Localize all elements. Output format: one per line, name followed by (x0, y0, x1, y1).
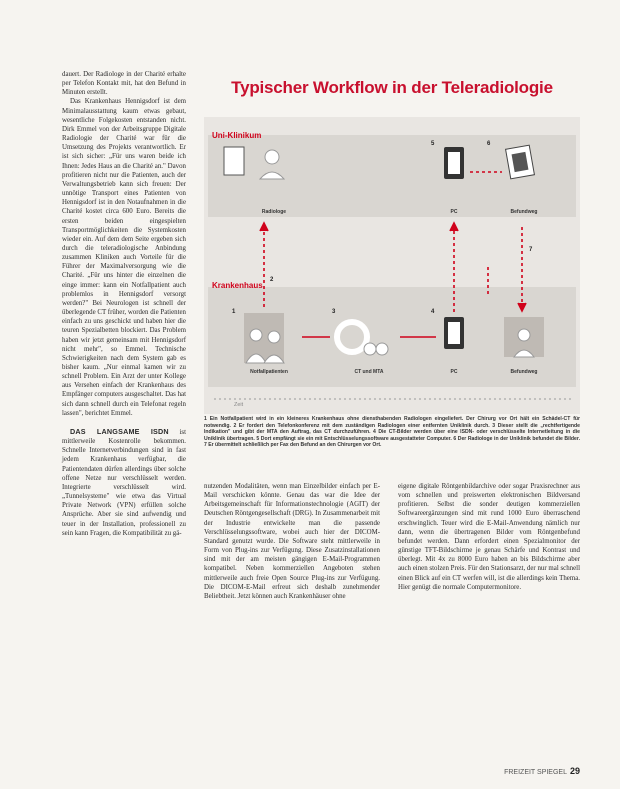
figure-caption: 1 Ein Notfallpatient wird in ein kleineres Krankenhaus ohne diensthabenden Radiologen eingeliefert. Der Chirurg vor Ort hält ein Schädel-CT für notwendig. 2 Er fordert den Telefonkonferenz mit dem zuständigen Radiologen einer entfernten Uniklinik durch. 3 Dieser stellt die „rechtfertigende Indikation" und gibt der MTA den Auftrag, das CT durchzuführen. 4 Die CT-Bilder werden über eine ISDN- oder verschlüsselte Internetleitung in die Uniklinik übertragen. 5 Dort empfängt sie ein mit Entschlüsselungssoftware ausgestatteter Computer. 6 Der Radiologe in der Uniklinik befundet die Bilder. 7 Er übermittelt schließlich per Fax den Befund an den Chirurgen vor Ort. (204, 416, 580, 448)
label-ct-mta: CT und MTA (354, 369, 384, 375)
paragraph: eigene digitale Röntgenbildarchive oder sogar Praxisrechner aus vom schnellen und preiswerten elektronischen Bildversand profitieren. Selbst die sonder deutigen kommerziellen Softwareergänzungen sind mit rund 1000 Euro überraschend erschwinglich. Teuer wird die E-Mail-Anwendung nämlich nur dann, wenn die übertragenen Bilder vom Röntgenbefund befundet werden. Dann erfordert einen Spezialmonitor der günstige TFT-Bildschirme je genau Schärfe und Kontrast und überlegt. Mit 4x zu 8000 Euro haben an bis Bildschirme aber auch einen stolzen Preis. Für den Stationsarzt, der nur mal schnell einen Blick auf ein CT werfen will, ist die allerdings kein Thema. Hier genügt die normale Computermonitore. (398, 483, 580, 591)
patients-icon (244, 313, 284, 363)
paragraph (62, 427, 186, 538)
report-icon-bottom (504, 317, 544, 357)
label-befundweg-top: Befundweg (510, 209, 538, 215)
figure-title: Typischer Workflow in der Teleradiologie (231, 78, 553, 97)
magazine-name: FREIZEIT SPIEGEL (504, 769, 567, 776)
label-radiologe: Radiologe (261, 209, 287, 215)
step-number: 6 (487, 141, 491, 147)
zone-label-top: Uni-Klinikum (212, 131, 262, 140)
left-text-column (62, 70, 186, 538)
label-notfallpatienten: Notfallpatienten (250, 369, 288, 375)
label-pc-bottom: PC (450, 369, 458, 375)
subhead-continuation: ist mittlerweile Kostenrolle bekommen. Schnelle Internetverbindungen sind in fast jedem Krankenhaus verfügbar, die Patientendaten dürfen allerdings über solche offene Netze nur verschlüsselt werden. Integrierte verschlüsselt wird. „Tunnelsysteme" wie etwa das Virtual Private Network (VPN) erfüllen solche Ansprüche. Aber sie sind aufwendig und teuer in der Installation, professionell zu sein kann Fragen, die Kompatibilität zu gä- (62, 428, 186, 537)
step-number: 2 (270, 277, 274, 283)
paragraph: nutzenden Modalitäten, wenn man Einzelbilder einfach per E-Mail verschicken könnte. Genau das war die Idee der Arbeitsgemeinschaft für Informationstechnologie (AGIT) der Deutschen Röntgengesellschaft (DRG). In Zusammenarbeit mit der Industrie entwickelte man die passende Verschlüsselungssoftware, wobei auch hier der DICOM-Standard genutzt wurde. Die Software steht mittlerweile in Form von Plug-ins zur Verfügung. Diese Zusatzinstallationen sind mit der am meisten gängigen E-Mail-Programmen kompatibel. Neben kommerziellen Angeboten stehen mittlerweile auch freie Open Source Plug-ins zur Verfügung. Die DICOM-E-Mail erfreut sich deshalb zunehmender Beliebtheit. Jetzt können auch Krankenhäuser ohne (204, 483, 380, 600)
page-number: 29 (569, 766, 580, 776)
page-footer (504, 766, 580, 776)
step-number: 5 (431, 141, 435, 147)
label-befundweg-bottom: Befundweg (510, 369, 538, 375)
step-number: 4 (431, 309, 435, 315)
subhead: DAS LANGSAME ISDN (70, 426, 169, 436)
right-text-column (398, 482, 580, 592)
step-number: 1 (232, 309, 236, 315)
paragraph: dauert. Der Radiologe in der Charité erhalte per Telefon Kontakt mit, hat den Befund in Minuten erstellt. (62, 71, 186, 97)
step-number: 7 (529, 247, 533, 253)
pc-icon-top (444, 147, 464, 179)
label-pc-top: PC (450, 209, 458, 215)
pc-icon-bottom (444, 317, 464, 349)
zone-label-bottom: Krankenhaus (212, 281, 263, 290)
time-label: Zeit (234, 402, 244, 408)
report-icon-top (506, 145, 535, 179)
workflow-diagram (204, 117, 580, 414)
middle-text-column (204, 482, 380, 601)
step-number: 3 (332, 309, 336, 315)
paragraph: Das Krankenhaus Hennigsdorf ist dem Minimalausstattung kaum etwas gebaut, wesentliche Folgekosten entstanden nicht. Dirk Emmel von der Arbeitsgruppe Digitale Radiologie der Charité war für die Umsetzung des Projekts verantwortlich. Er ist sich sicher: „Für uns waren beide ich Ihnen: Jedes Haus an die Charité an." Davon profitieren nicht nur die Patienten, auch der Verwaltungsbetrieb kann sich freuen: Der unnötige Transport eines Patienten von Hennigsdorf ist in den Notaufnahmen in die Charité kostet circa 600 Euro. Bereits die ersten beiden eingespielten Transportmöglichkeiten die Systemkosten wieder ein. Auf dem dem Seite ergeben sich durch die teleradiologische Anbindung zusammen Kliniken auch Vorteile für die Führer der Maximalversorgung wie die Charité. „Für uns hinter die einzelnen die einge immer: kann ein Notfallpatient auch problemlos in Hennigsdorf versorgt werden?" Bei Neurologen ist schnell der überlegende CT früher, worden die Patienten einfach zu uns geschickt und haben hier die teuren Spezialbetten blockiert. Das Problem haben wir jetzt gemeinsam mit Hennigsdorf nicht mehr", so Emmel. Technische Schwierigkeiten nach dem System gab es bisher kaum. „Nur einmal kamen wir zu schnell Problem. Ein Arzt der unter Kollege aus Versehen einfach der Krankenhaus des Empfänger computers ausgeschaltet. Das hat sich dann schnell durch ein Telefonat regeln lassen", berichtet Emmel. (62, 98, 186, 417)
